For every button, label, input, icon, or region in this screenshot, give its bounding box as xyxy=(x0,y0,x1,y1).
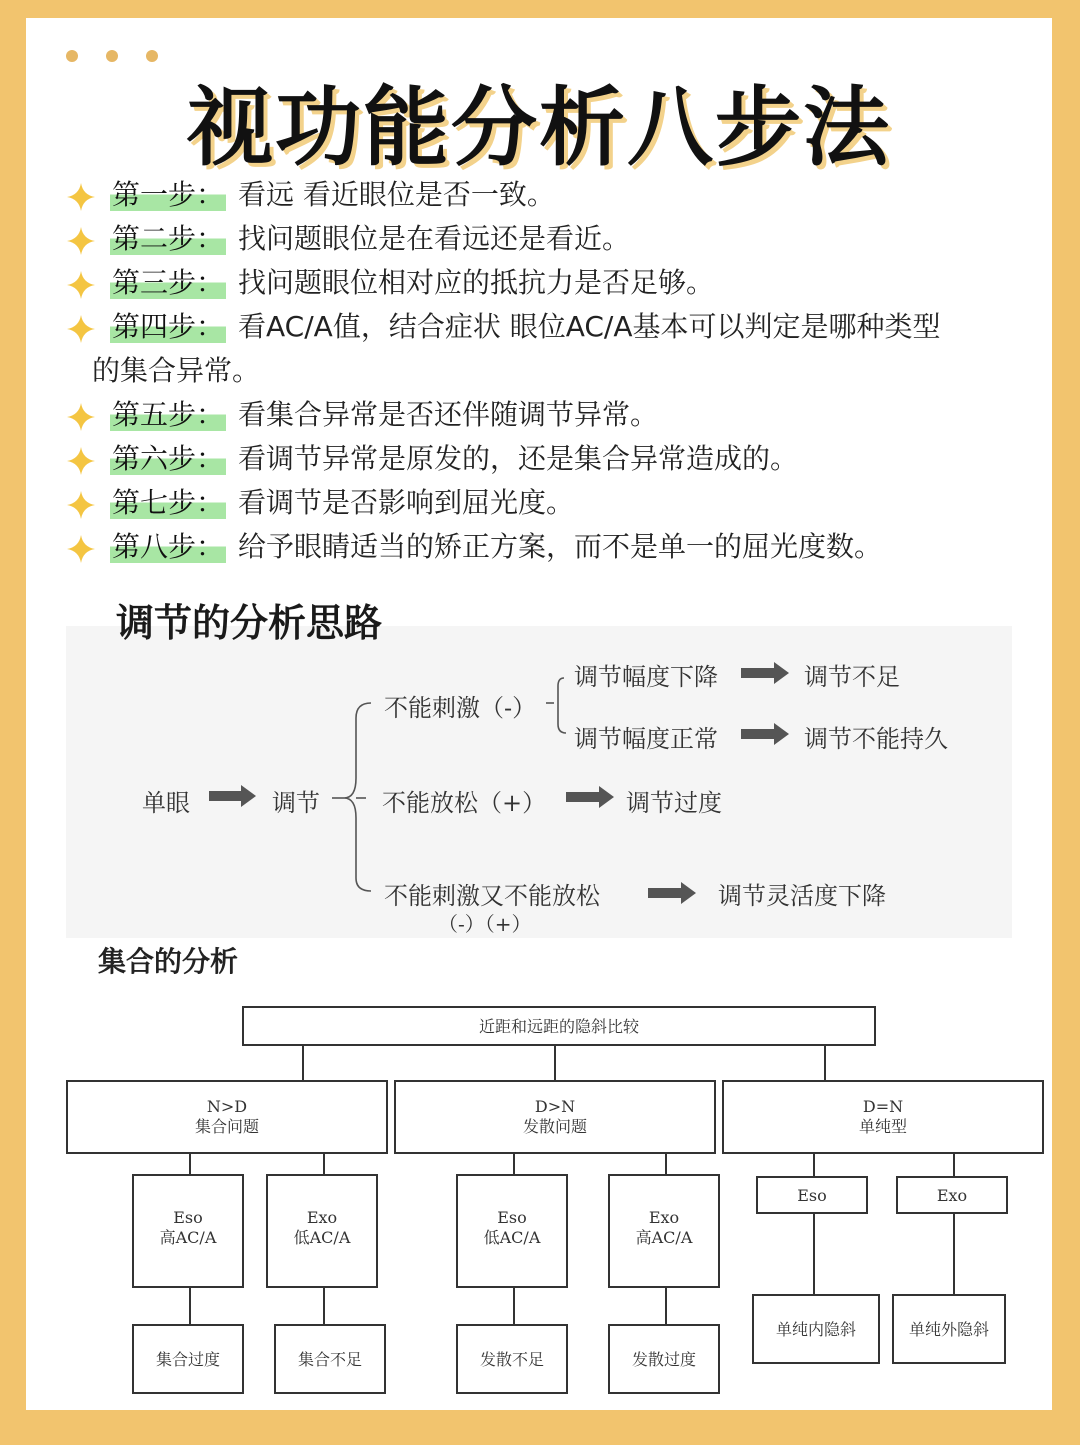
connector-line xyxy=(953,1214,955,1294)
child-box xyxy=(608,1174,720,1288)
arrow-icon xyxy=(566,786,614,808)
group-box-text: D>N xyxy=(534,1097,576,1116)
child-box xyxy=(266,1174,378,1288)
child-box xyxy=(132,1174,244,1288)
child-box-text: Eso xyxy=(173,1208,203,1227)
step-text: 找问题眼位相对应的抵抗力是否足够。 xyxy=(238,266,715,299)
amplitude-decreased: 调节幅度下降 xyxy=(574,663,718,691)
branch-cannot-stimulate: 不能刺激（-） xyxy=(384,694,537,722)
step-text: 看远 看近眼位是否一致。 xyxy=(238,178,555,211)
result-box xyxy=(456,1324,568,1394)
step-label: 第三步： xyxy=(112,266,225,299)
child-box-text: Exo xyxy=(936,1186,968,1205)
group-box-text: 单纯型 xyxy=(858,1117,907,1136)
group-box-text: 发散问题 xyxy=(522,1117,587,1136)
result-box xyxy=(892,1294,1006,1364)
step-text: 看AC/A值，结合症状 眼位AC/A基本可以判定是哪种类型 xyxy=(238,310,941,343)
connector-line xyxy=(813,1214,815,1294)
child-box xyxy=(456,1174,568,1288)
step-text: 看调节是否影响到屈光度。 xyxy=(238,486,575,519)
step-text: 看集合异常是否还伴随调节异常。 xyxy=(238,398,659,431)
connector-line xyxy=(189,1154,191,1174)
child-box-text: 高AC/A xyxy=(159,1228,217,1247)
result-box-text: 发散不足 xyxy=(479,1350,544,1369)
branch-cannot-relax: 不能放松（+） xyxy=(382,789,547,817)
branch-both: 不能刺激又不能放松 xyxy=(384,882,600,910)
step-label: 第一步： xyxy=(112,178,225,211)
top-comparison-label: 近距和远距的隐斜比较 xyxy=(478,1017,639,1036)
result-box xyxy=(752,1294,880,1364)
child-box-text: 低AC/A xyxy=(293,1228,351,1247)
result-box-text: 集合过度 xyxy=(155,1350,220,1369)
content-card xyxy=(26,18,1052,1410)
connector-line xyxy=(302,1046,304,1080)
child-box-text: Eso xyxy=(797,1186,827,1205)
child-box xyxy=(756,1176,868,1214)
connector-line xyxy=(813,1154,815,1176)
step-label: 第八步： xyxy=(112,530,225,563)
connector-line xyxy=(554,1046,556,1080)
arrow-icon xyxy=(741,723,789,745)
child-box-text: 低AC/A xyxy=(483,1228,541,1247)
arrow-icon xyxy=(209,785,256,807)
top-comparison-box xyxy=(242,1006,876,1046)
connector-line xyxy=(323,1288,325,1324)
page-title: 视功能分析八步法 xyxy=(187,78,891,178)
group-box xyxy=(722,1080,1044,1154)
arrow-icon xyxy=(741,662,789,684)
result-insufficiency: 调节不足 xyxy=(804,663,900,691)
child-box-text: Exo xyxy=(306,1208,338,1227)
connector-line xyxy=(665,1288,667,1324)
child-box xyxy=(896,1176,1008,1214)
step-label: 第四步： xyxy=(112,310,225,343)
group-box xyxy=(66,1080,388,1154)
arrow-icon xyxy=(648,882,696,904)
result-box xyxy=(132,1324,244,1394)
child-box-text: Eso xyxy=(497,1208,527,1227)
root-label: 单眼 xyxy=(142,789,190,817)
step-text-continued: 的集合异常。 xyxy=(92,354,261,387)
branch-both-signs: （-）（+） xyxy=(438,912,532,936)
result-box-text: 单纯内隐斜 xyxy=(775,1320,856,1339)
group-box-text: 集合问题 xyxy=(194,1117,259,1136)
connector-line xyxy=(665,1154,667,1174)
connector-line xyxy=(953,1154,955,1176)
step-label: 第二步： xyxy=(112,222,225,255)
connector-line xyxy=(824,1046,826,1080)
step-label: 第七步： xyxy=(112,486,225,519)
amplitude-normal: 调节幅度正常 xyxy=(574,725,718,753)
connector-line xyxy=(323,1154,325,1174)
result-ill-sustained: 调节不能持久 xyxy=(804,725,948,753)
group-box xyxy=(394,1080,716,1154)
connector-line xyxy=(513,1154,515,1174)
step-label: 第五步： xyxy=(112,398,225,431)
connector-line xyxy=(189,1288,191,1324)
connector-line xyxy=(513,1288,515,1324)
vergence-heading: 集合的分析 xyxy=(98,945,239,978)
result-excess: 调节过度 xyxy=(626,789,722,817)
group-box-text: D=N xyxy=(862,1097,904,1116)
child-box-text: 高AC/A xyxy=(635,1228,693,1247)
result-box-text: 集合不足 xyxy=(297,1350,362,1369)
step-text: 看调节异常是原发的，还是集合异常造成的。 xyxy=(238,442,799,475)
accommodation-node: 调节 xyxy=(272,789,320,817)
result-box xyxy=(274,1324,386,1394)
step-text: 给予眼睛适当的矫正方案，而不是单一的屈光度数。 xyxy=(238,530,883,563)
accommodation-heading: 调节的分析思路 xyxy=(116,601,383,645)
result-facility-decreased: 调节灵活度下降 xyxy=(718,882,886,910)
child-box-text: Exo xyxy=(648,1208,680,1227)
result-box xyxy=(608,1324,720,1394)
group-box-text: N>D xyxy=(206,1097,248,1116)
result-box-text: 发散过度 xyxy=(631,1350,696,1369)
step-text: 找问题眼位是在看远还是看近。 xyxy=(238,222,631,255)
step-label: 第六步： xyxy=(112,442,225,475)
result-box-text: 单纯外隐斜 xyxy=(908,1320,989,1339)
